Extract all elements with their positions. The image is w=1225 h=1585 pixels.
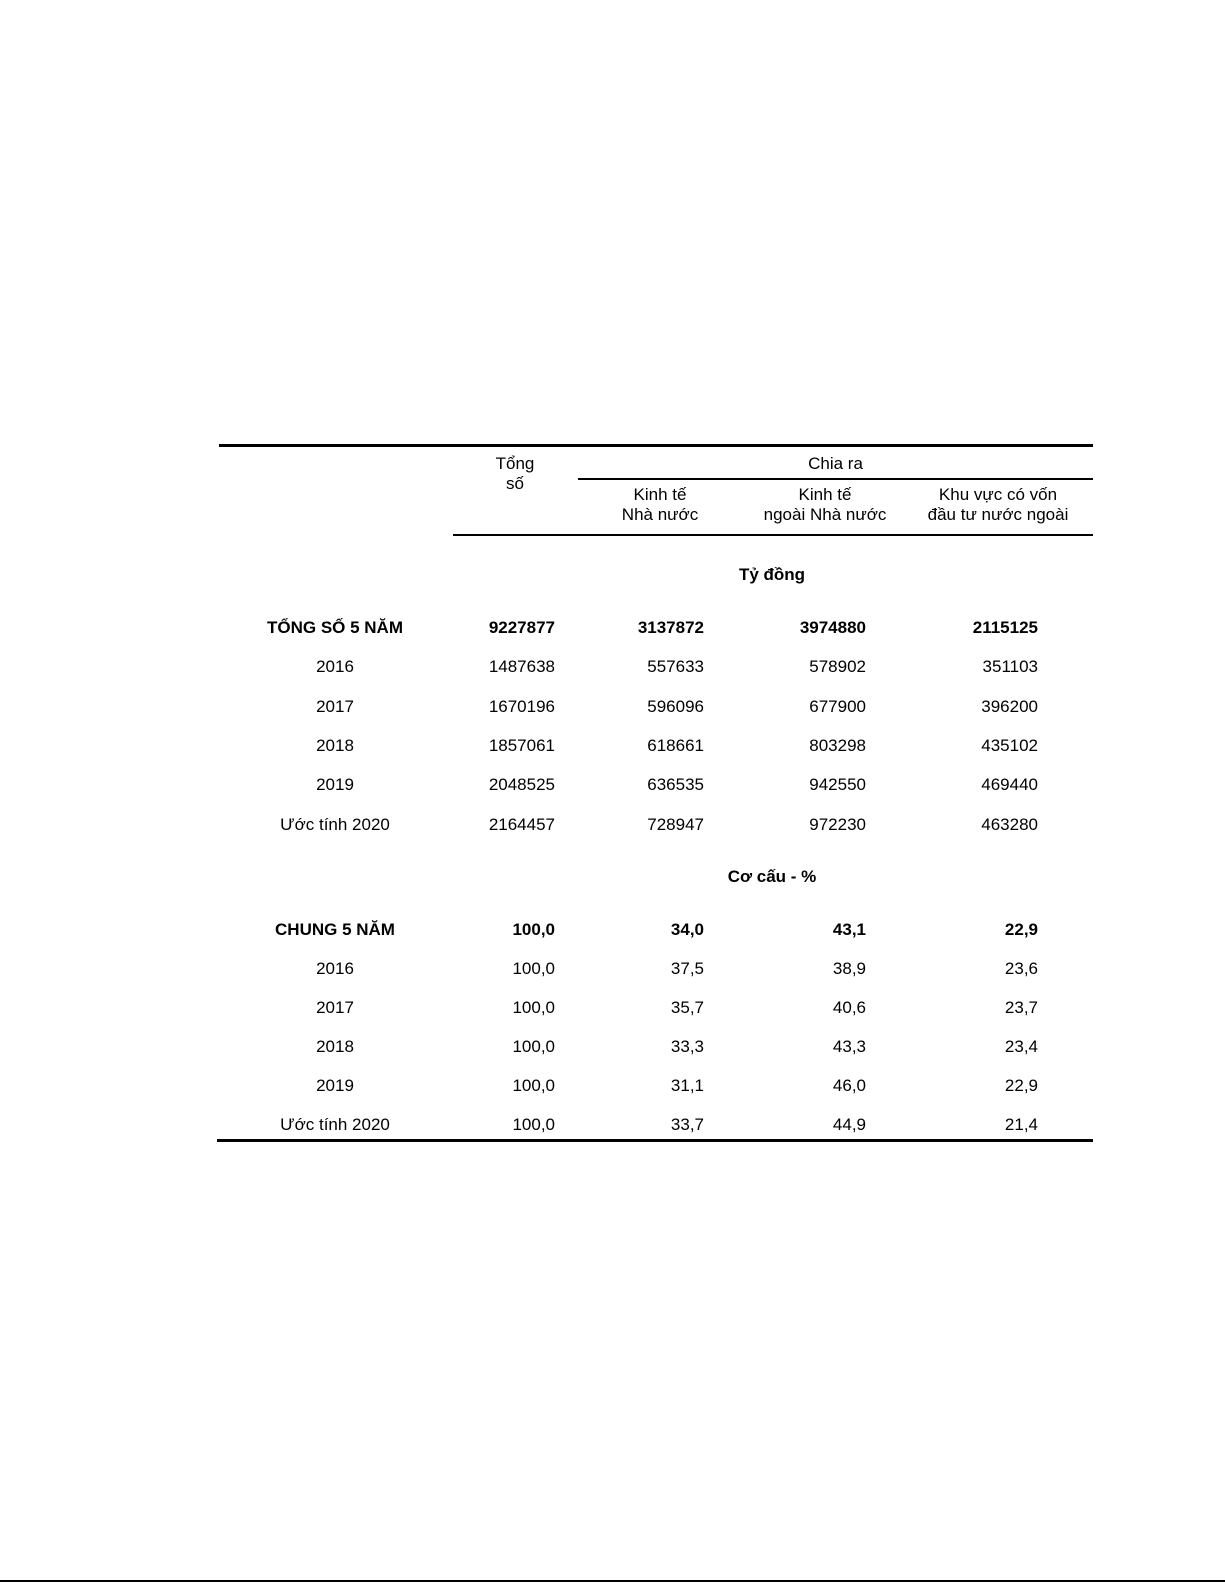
row-label: 2018: [316, 1037, 354, 1056]
cell-non-state: 972230: [809, 814, 866, 834]
row-label: 2017: [316, 696, 354, 716]
cell-total: 100,0: [512, 1115, 555, 1134]
section-unit-label: Cơ cấu - %: [727, 867, 817, 886]
cell-non-state: 43,1: [832, 920, 866, 939]
section-unit-label: Tỷ đồng: [738, 565, 806, 584]
cell-state: 34,0: [670, 920, 704, 939]
header-state: Kinh tế Nhà nước: [621, 485, 699, 524]
table-row: [0, 996, 1225, 1020]
table-row: [0, 1074, 1225, 1098]
cell-state: 33,7: [670, 1115, 704, 1134]
cell-fdi: 2115125: [972, 618, 1038, 637]
cell-total: 9227877: [488, 618, 555, 637]
cell-total: 2164457: [488, 814, 555, 834]
cell-total: 100,0: [512, 1076, 555, 1095]
header-group-chia-ra: Chia ra: [808, 454, 863, 473]
cell-fdi: 22,9: [1004, 1076, 1038, 1095]
cell-total: 2048525: [488, 775, 555, 795]
table-total-row: [0, 616, 1225, 640]
cell-total: 1857061: [488, 735, 555, 755]
cell-fdi: 396200: [981, 696, 1038, 716]
header-total: Tổng số: [495, 454, 535, 493]
table-row: [0, 695, 1225, 719]
cell-state: 31,1: [670, 1076, 704, 1095]
cell-non-state: 578902: [809, 657, 866, 677]
cell-non-state: 803298: [809, 735, 866, 755]
cell-fdi: 23,4: [1004, 1037, 1038, 1056]
page-bottom-edge: [0, 1580, 1225, 1582]
row-label: Ước tính 2020: [280, 1115, 390, 1134]
cell-state: 596096: [647, 696, 704, 716]
cell-fdi: 21,4: [1004, 1115, 1038, 1134]
cell-total: 100,0: [512, 1037, 555, 1056]
table-row: [0, 813, 1225, 837]
cell-non-state: 43,3: [832, 1037, 866, 1056]
cell-total: 100,0: [512, 920, 555, 939]
header-bottom-rule: [453, 534, 1093, 536]
cell-non-state: 942550: [809, 775, 866, 795]
cell-state: 37,5: [670, 959, 704, 978]
cell-state: 3137872: [637, 618, 704, 637]
cell-fdi: 23,7: [1004, 998, 1038, 1017]
table-top-rule: [219, 444, 1093, 447]
cell-state: 728947: [647, 814, 704, 834]
table-row: [0, 655, 1225, 679]
row-label: TỔNG SỐ 5 NĂM: [266, 618, 403, 637]
cell-total: 100,0: [512, 959, 555, 978]
cell-state: 618661: [647, 735, 704, 755]
cell-fdi: 351103: [982, 657, 1038, 677]
row-label: Ước tính 2020: [280, 814, 390, 834]
table-row: [0, 734, 1225, 758]
row-label: 2016: [316, 657, 354, 677]
cell-fdi: 435102: [981, 735, 1038, 755]
cell-state: 636535: [647, 775, 704, 795]
cell-fdi: 469440: [981, 775, 1038, 795]
cell-total: 1487638: [488, 657, 555, 677]
cell-non-state: 38,9: [832, 959, 866, 978]
cell-non-state: 40,6: [832, 998, 866, 1017]
table-row: [0, 1035, 1225, 1059]
row-label: CHUNG 5 NĂM: [275, 920, 395, 939]
cell-non-state: 3974880: [799, 618, 866, 637]
cell-fdi: 463280: [981, 814, 1038, 834]
table-total-row: [0, 918, 1225, 942]
table-bottom-rule: [217, 1139, 1093, 1142]
cell-fdi: 22,9: [1004, 920, 1038, 939]
table-row: [0, 773, 1225, 797]
header-group-rule: [578, 478, 1093, 480]
row-label: 2016: [316, 959, 354, 978]
cell-non-state: 44,9: [832, 1115, 866, 1134]
cell-total: 100,0: [512, 998, 555, 1017]
cell-state: 557633: [647, 657, 704, 677]
row-label: 2017: [316, 998, 354, 1017]
cell-fdi: 23,6: [1004, 959, 1038, 978]
row-label: 2019: [316, 775, 354, 795]
row-label: 2019: [316, 1076, 354, 1095]
row-label: 2018: [316, 735, 354, 755]
table-row: [0, 1113, 1225, 1137]
header-non-state: Kinh tế ngoài Nhà nước: [763, 485, 887, 524]
cell-state: 35,7: [670, 998, 704, 1017]
cell-non-state: 46,0: [832, 1076, 866, 1095]
cell-state: 33,3: [670, 1037, 704, 1056]
table-row: [0, 957, 1225, 981]
cell-non-state: 677900: [809, 696, 866, 716]
cell-total: 1670196: [488, 696, 555, 716]
header-fdi: Khu vực có vốn đầu tư nước ngoài: [927, 485, 1069, 524]
